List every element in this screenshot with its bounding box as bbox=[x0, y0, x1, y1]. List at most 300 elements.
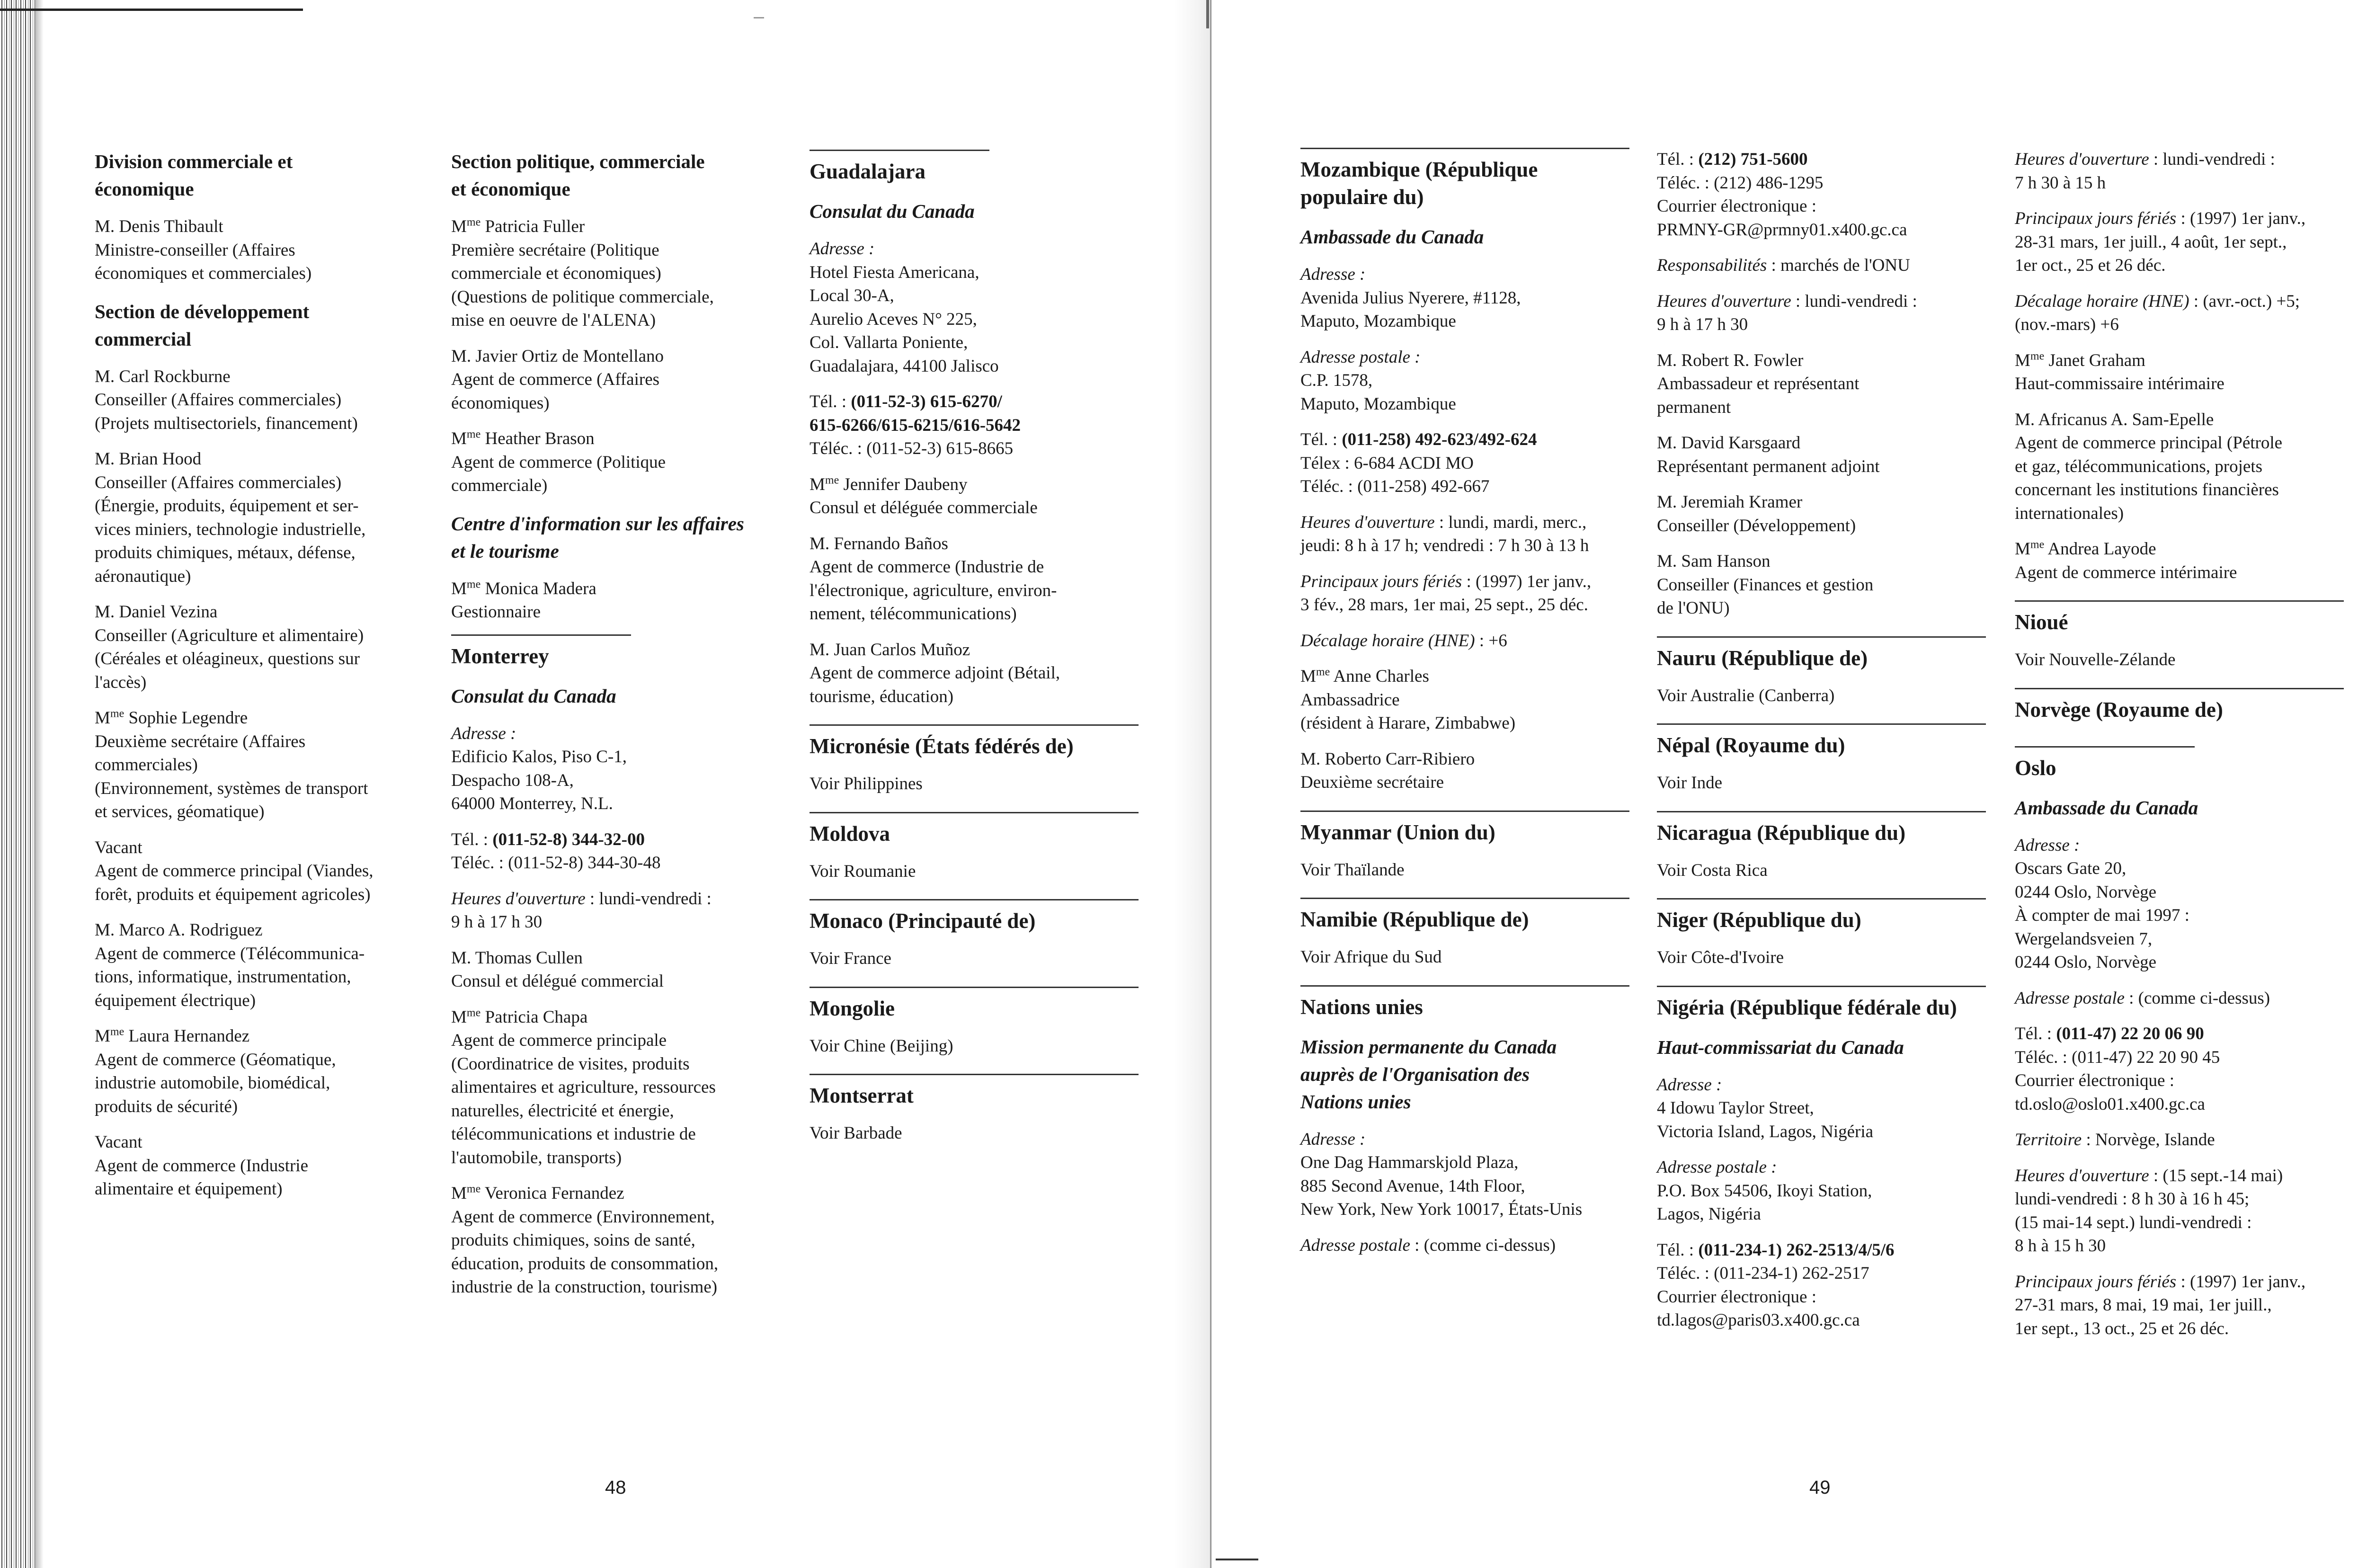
office-heading bbox=[1657, 1033, 1986, 1061]
text-line bbox=[2015, 1093, 2344, 1116]
text-line bbox=[1657, 946, 1986, 970]
text-line bbox=[95, 706, 424, 730]
line-text: Voir Philippines bbox=[810, 774, 923, 793]
office-heading bbox=[1300, 1088, 1629, 1115]
line-text: Agent de commerce adjoint (Bétail, bbox=[810, 663, 1060, 683]
text-line bbox=[95, 541, 424, 565]
line-bold-value: (011-47) 22 20 06 90 bbox=[2056, 1024, 2204, 1043]
spacer bbox=[1300, 933, 1629, 945]
text-line bbox=[1300, 286, 1629, 310]
line-text: : lundi-vendredi : bbox=[585, 889, 712, 909]
left-column-3 bbox=[810, 148, 1139, 1145]
country-heading bbox=[1300, 811, 1629, 846]
line-text: Agent de commerce (Affaires bbox=[451, 370, 660, 389]
line-text: Niger (République du) bbox=[1657, 908, 1861, 932]
text-line bbox=[2015, 231, 2344, 254]
field-label bbox=[1657, 1156, 1986, 1179]
text-line bbox=[1657, 1203, 1986, 1226]
text-line bbox=[1300, 629, 1629, 653]
line-text: Adresse : bbox=[451, 723, 516, 743]
line-italic-label: Heures d'ouverture bbox=[2015, 150, 2149, 169]
spacer bbox=[1657, 241, 1986, 254]
text-line bbox=[1657, 514, 1986, 538]
line-text: équipement électrique) bbox=[95, 990, 256, 1010]
country-heading bbox=[1300, 985, 1629, 1021]
spacer bbox=[2015, 821, 2344, 834]
line-text: Téléc. : (011-234-1) 262-2517 bbox=[1657, 1264, 1869, 1283]
spacer bbox=[1300, 250, 1629, 263]
line-text: Myanmar (Union du) bbox=[1300, 820, 1495, 844]
field-label bbox=[1300, 346, 1629, 369]
line-prefix: M bbox=[451, 217, 467, 236]
line-text: Consul et déléguée commerciale bbox=[810, 498, 1038, 517]
line-superscript: me bbox=[110, 1025, 125, 1038]
text-line bbox=[1300, 392, 1629, 416]
line-text: Mongolie bbox=[810, 996, 895, 1020]
country-heading bbox=[1657, 898, 1986, 934]
line-text: Adresse : bbox=[810, 239, 875, 258]
line-text: Agent de commerce principal (Pétrole bbox=[2015, 433, 2283, 453]
office-heading bbox=[451, 510, 780, 537]
line-text: Adresse : bbox=[1657, 1075, 1722, 1095]
line-text: alimentaires et agriculture, ressources bbox=[451, 1078, 716, 1097]
section-heading bbox=[451, 148, 780, 175]
spacer bbox=[95, 203, 424, 215]
spacer bbox=[95, 1012, 424, 1025]
country-heading bbox=[810, 899, 1139, 935]
text-line bbox=[2015, 372, 2344, 396]
line-text: Adresse : bbox=[1300, 265, 1366, 284]
line-text: vices miniers, technologie industrielle, bbox=[95, 519, 366, 539]
line-superscript: me bbox=[466, 428, 481, 441]
spacer bbox=[2015, 1258, 2344, 1270]
right-page bbox=[1212, 0, 2367, 1568]
line-text: M. Robert R. Fowler bbox=[1657, 350, 1804, 370]
country-heading bbox=[2015, 600, 2344, 636]
field-label bbox=[1657, 1073, 1986, 1097]
text-line bbox=[451, 792, 780, 816]
line-text: Conseiller (Agriculture et alimentaire) bbox=[95, 625, 364, 645]
line-text: M. Marco A. Rodriguez bbox=[95, 920, 263, 940]
line-text: Conseiller (Affaires commerciales) bbox=[95, 390, 342, 410]
spacer bbox=[2015, 1152, 2344, 1164]
spacer bbox=[1657, 1021, 1986, 1033]
text-line bbox=[1300, 665, 1629, 688]
text-line bbox=[2015, 1211, 2344, 1235]
text-line bbox=[1300, 1198, 1629, 1221]
text-line bbox=[451, 970, 780, 993]
text-line bbox=[2015, 408, 2344, 432]
line-text: forêt, produits et équipement agricoles) bbox=[95, 884, 371, 904]
spacer bbox=[2015, 1010, 2344, 1022]
line-text: À compter de mai 1997 : bbox=[2015, 906, 2189, 925]
line-text: Ministre-conseiller (Affaires bbox=[95, 240, 295, 260]
text-line bbox=[2015, 148, 2344, 171]
spacer bbox=[95, 435, 424, 447]
line-text: Adresse postale : bbox=[1657, 1158, 1777, 1177]
line-text: 0244 Oslo, Norvège bbox=[2015, 882, 2157, 902]
line-text: M. Fernando Baños bbox=[810, 534, 948, 553]
line-prefix: M bbox=[451, 429, 467, 448]
line-text: économique bbox=[95, 178, 194, 200]
line-text: populaire du) bbox=[1300, 185, 1424, 209]
line-text: M. Jeremiah Kramer bbox=[1657, 492, 1803, 512]
text-line bbox=[810, 661, 1139, 685]
text-line bbox=[2015, 857, 2344, 881]
line-text: One Dag Hammarskjold Plaza, bbox=[1300, 1153, 1519, 1172]
line-text: produits chimiques, métaux, défense, bbox=[95, 543, 356, 562]
line-prefix: M bbox=[2015, 539, 2030, 559]
office-heading bbox=[451, 682, 780, 710]
field-label bbox=[2015, 834, 2344, 857]
spacer bbox=[1300, 1021, 1629, 1033]
line-text: Agent de commerce (Environnement, bbox=[451, 1207, 715, 1227]
text-line bbox=[95, 730, 424, 754]
line-text: Andrea Layode bbox=[2044, 539, 2156, 559]
line-text: commerciales) bbox=[95, 755, 198, 775]
line-text: Téléc. : (011-52-8) 344-30-48 bbox=[451, 853, 661, 873]
text-line bbox=[1300, 688, 1629, 712]
text-line bbox=[451, 887, 780, 911]
text-line bbox=[2015, 904, 2344, 927]
line-text: Nations unies bbox=[1300, 995, 1423, 1019]
line-text: et le tourisme bbox=[451, 540, 559, 562]
line-text: internationales) bbox=[2015, 503, 2124, 523]
line-text: Téléc. : (011-52-3) 615-8665 bbox=[810, 439, 1014, 458]
line-text: commerciale) bbox=[451, 476, 548, 495]
line-text: PRMNY-GR@prmny01.x400.gc.ca bbox=[1657, 220, 1907, 240]
text-line bbox=[95, 1025, 424, 1048]
text-line bbox=[451, 600, 780, 624]
spacer bbox=[1657, 478, 1986, 490]
line-text: Vacant bbox=[95, 837, 142, 857]
line-prefix: M bbox=[2015, 350, 2030, 370]
spacer bbox=[1300, 617, 1629, 629]
line-text: l'automobile, transports) bbox=[451, 1148, 622, 1167]
spacer bbox=[451, 993, 780, 1006]
line-text: éducation, produits de consommation, bbox=[451, 1254, 719, 1274]
text-line bbox=[95, 859, 424, 883]
text-line bbox=[1300, 945, 1629, 969]
spacer bbox=[1657, 846, 1986, 859]
line-text: Agent de commerce (Télécommunica- bbox=[95, 944, 365, 963]
line-text: Agent de commerce intérimaire bbox=[2015, 562, 2237, 582]
spacer bbox=[1300, 1221, 1629, 1234]
text-line bbox=[1657, 1285, 1986, 1309]
text-line bbox=[1657, 771, 1986, 795]
text-line bbox=[95, 600, 424, 624]
spacer bbox=[2015, 1116, 2344, 1128]
spacer bbox=[1300, 416, 1629, 428]
spacer bbox=[2015, 723, 2344, 736]
line-text: Hotel Fiesta Americana, bbox=[810, 262, 979, 282]
line-text: tions, informatique, instrumentation, bbox=[95, 967, 351, 987]
line-text: : (15 sept.-14 mai) bbox=[2149, 1166, 2283, 1185]
line-text: M. Javier Ortiz de Montellano bbox=[451, 346, 664, 366]
line-superscript: me bbox=[2030, 350, 2045, 363]
country-heading bbox=[1300, 898, 1629, 933]
text-line bbox=[2015, 1128, 2344, 1152]
text-line bbox=[451, 285, 780, 309]
text-line bbox=[2015, 171, 2344, 195]
text-line bbox=[1300, 570, 1629, 594]
text-line bbox=[451, 427, 780, 451]
line-text: Montserrat bbox=[810, 1084, 914, 1107]
text-line bbox=[451, 910, 780, 934]
spine-line bbox=[1210, 0, 1211, 1568]
text-line bbox=[1657, 218, 1986, 242]
line-text: Première secrétaire (Politique bbox=[451, 240, 659, 260]
line-text: Népal (Royaume du) bbox=[1657, 733, 1845, 757]
text-line bbox=[1300, 748, 1629, 771]
line-text: produits de sécurité) bbox=[95, 1096, 238, 1116]
line-text: C.P. 1578, bbox=[1300, 371, 1373, 390]
country-heading bbox=[810, 1074, 1139, 1109]
line-superscript: me bbox=[825, 474, 839, 487]
line-text: commerciale et économiques) bbox=[451, 264, 661, 283]
text-line bbox=[810, 1122, 1139, 1145]
text-line bbox=[2015, 349, 2344, 373]
text-line bbox=[810, 602, 1139, 626]
line-text: : +6 bbox=[1475, 631, 1507, 650]
text-line bbox=[1657, 290, 1986, 313]
line-superscript: me bbox=[466, 578, 481, 591]
text-line bbox=[2015, 1187, 2344, 1211]
line-text: Jennifer Daubeny bbox=[839, 474, 968, 494]
line-text: M. Carl Rockburne bbox=[95, 366, 231, 386]
line-text: Anne Charles bbox=[1330, 667, 1429, 686]
country-heading bbox=[1657, 636, 1986, 672]
line-text: auprès de l'Organisation des bbox=[1300, 1063, 1530, 1085]
text-line bbox=[95, 671, 424, 695]
line-text: Téléc. : (212) 486-1295 bbox=[1657, 173, 1824, 193]
country-heading bbox=[1657, 723, 1986, 759]
line-text: Division commerciale et bbox=[95, 151, 293, 172]
line-text: Patricia Chapa bbox=[481, 1007, 588, 1027]
section-heading bbox=[95, 298, 424, 325]
text-line bbox=[1657, 455, 1986, 479]
line-text: de l'ONU) bbox=[1657, 598, 1730, 618]
line-text: : (1997) 1er janv., bbox=[1462, 571, 1592, 591]
spacer bbox=[1657, 759, 1986, 771]
line-text: Consulat du Canada bbox=[451, 685, 616, 707]
line-text: M. Thomas Cullen bbox=[451, 948, 583, 968]
line-text: Représentant permanent adjoint bbox=[1657, 456, 1880, 476]
text-line bbox=[810, 555, 1139, 579]
line-italic-label: Décalage horaire (HNE) bbox=[1300, 631, 1475, 650]
line-text: lundi-vendredi : 8 h 30 à 16 h 45; bbox=[2015, 1189, 2250, 1209]
line-text: Voir Afrique du Sud bbox=[1300, 947, 1442, 967]
text-line bbox=[1300, 369, 1629, 392]
line-text: produits chimiques, soins de santé, bbox=[451, 1230, 695, 1250]
section-heading bbox=[451, 175, 780, 203]
field-label bbox=[1300, 263, 1629, 286]
line-text: Oslo bbox=[2015, 756, 2056, 780]
country-heading bbox=[810, 150, 989, 185]
line-text: M. Daniel Vezina bbox=[95, 602, 218, 622]
line-prefix: Tél. : bbox=[1657, 1240, 1699, 1260]
line-text: 9 h à 17 h 30 bbox=[451, 912, 543, 932]
text-line bbox=[451, 1029, 780, 1052]
text-line bbox=[810, 638, 1139, 662]
line-text: (résident à Harare, Zimbabwe) bbox=[1300, 713, 1516, 733]
text-line bbox=[95, 624, 424, 648]
line-text: télécommunications et industrie de bbox=[451, 1124, 696, 1144]
line-text: Moldova bbox=[810, 821, 890, 846]
text-line bbox=[810, 772, 1139, 796]
text-line bbox=[451, 577, 780, 601]
text-line bbox=[2015, 207, 2344, 231]
text-line bbox=[95, 1048, 424, 1072]
line-text: (nov.-mars) +6 bbox=[2015, 315, 2119, 334]
text-line bbox=[1657, 597, 1986, 620]
text-line bbox=[1657, 1179, 1986, 1203]
line-text: Victoria Island, Lagos, Nigéria bbox=[1657, 1122, 1874, 1141]
line-bold-value: (011-52-8) 344-32-00 bbox=[492, 829, 645, 849]
line-text: td.oslo@oslo01.x400.gc.ca bbox=[2015, 1094, 2205, 1114]
text-line bbox=[451, 828, 780, 852]
line-text: (15 mai-14 sept.) lundi-vendredi : bbox=[2015, 1212, 2252, 1232]
line-text: 28-31 mars, 1er juill., 4 août, 1er sept., bbox=[2015, 232, 2287, 252]
line-text: Janet Graham bbox=[2044, 350, 2145, 370]
country-heading bbox=[1657, 986, 1986, 1021]
line-text: Monica Madera bbox=[481, 579, 596, 598]
country-heading bbox=[2015, 746, 2195, 782]
country-heading bbox=[1300, 183, 1629, 211]
text-line bbox=[95, 1095, 424, 1119]
line-text: 8 h à 15 h 30 bbox=[2015, 1236, 2106, 1256]
spacer bbox=[2015, 277, 2344, 290]
spacer bbox=[451, 875, 780, 887]
text-line bbox=[451, 851, 780, 875]
text-line bbox=[1657, 684, 1986, 708]
line-prefix: M bbox=[451, 1184, 467, 1203]
section-heading bbox=[95, 148, 424, 175]
text-line bbox=[451, 1146, 780, 1170]
line-text: Haut-commissariat du Canada bbox=[1657, 1036, 1904, 1058]
text-line bbox=[1300, 452, 1629, 475]
spacer bbox=[1657, 337, 1986, 349]
line-text: : marchés de l'ONU bbox=[1767, 256, 1910, 275]
line-text: Nicaragua (République du) bbox=[1657, 820, 1906, 845]
text-line bbox=[1657, 573, 1986, 597]
spacer bbox=[810, 185, 1139, 197]
line-text: Voir Costa Rica bbox=[1657, 860, 1768, 880]
line-text: industrie automobile, biomédical, bbox=[95, 1073, 330, 1093]
line-text: Vacant bbox=[95, 1132, 142, 1152]
line-text: Laura Hernandez bbox=[124, 1026, 250, 1046]
text-line bbox=[2015, 254, 2344, 277]
line-italic-label: Principaux jours fériés bbox=[2015, 1272, 2177, 1292]
spacer bbox=[810, 935, 1139, 947]
spacer bbox=[2015, 525, 2344, 537]
line-text: Guadalajara bbox=[810, 160, 926, 183]
line-text: Voir Thaïlande bbox=[1300, 860, 1405, 880]
text-line bbox=[1300, 1175, 1629, 1198]
spacer bbox=[451, 1169, 780, 1182]
line-bold-value: (011-258) 492-623/492-624 bbox=[1342, 430, 1537, 449]
section-heading bbox=[95, 325, 424, 353]
line-text: nement, télécommunications) bbox=[810, 604, 1017, 624]
line-text: (Céréales et oléagineux, questions sur bbox=[95, 649, 360, 668]
line-text: Edificio Kalos, Piso C-1, bbox=[451, 747, 627, 766]
line-bold-value: (011-52-3) 615-6270/ bbox=[851, 392, 1002, 411]
text-line bbox=[1657, 1120, 1986, 1144]
spacer bbox=[1657, 672, 1986, 684]
text-line bbox=[1300, 712, 1629, 735]
text-line bbox=[95, 447, 424, 471]
spacer bbox=[1300, 1115, 1629, 1128]
line-text: Micronésie (États fédérés de) bbox=[810, 734, 1074, 758]
text-line bbox=[2015, 478, 2344, 502]
line-text: Adresse : bbox=[1300, 1129, 1366, 1149]
line-text: M. Juan Carlos Muñoz bbox=[810, 640, 970, 659]
line-prefix: M bbox=[451, 1007, 467, 1027]
spacer bbox=[810, 626, 1139, 638]
text-line bbox=[1657, 195, 1986, 218]
spacer bbox=[1300, 652, 1629, 665]
page-number-right: 49 bbox=[1809, 1477, 1831, 1498]
line-text: 1er oct., 25 et 26 déc. bbox=[2015, 256, 2166, 275]
line-text: Mission permanente du Canada bbox=[1300, 1035, 1557, 1058]
text-line bbox=[1300, 310, 1629, 333]
line-text: Haut-commissaire intérimaire bbox=[2015, 374, 2225, 393]
text-line bbox=[810, 860, 1139, 883]
text-line bbox=[1300, 534, 1629, 558]
text-line bbox=[95, 262, 424, 285]
text-line bbox=[2015, 1046, 2344, 1069]
line-italic-label: Adresse postale bbox=[1300, 1235, 1410, 1255]
line-text: Consulat du Canada bbox=[810, 200, 975, 222]
text-line bbox=[95, 1154, 424, 1178]
spacer bbox=[810, 1022, 1139, 1034]
line-text: M. Roberto Carr-Ribiero bbox=[1300, 749, 1475, 769]
text-line bbox=[2015, 537, 2344, 561]
text-line bbox=[451, 262, 780, 285]
line-text: : (comme ci-dessus) bbox=[2124, 988, 2270, 1008]
spacer bbox=[451, 332, 780, 345]
line-italic-label: Responsabilités bbox=[1657, 256, 1767, 275]
text-line bbox=[1300, 428, 1629, 452]
line-text: Avenida Julius Nyerere, #1128, bbox=[1300, 288, 1521, 308]
right-column-1 bbox=[1300, 148, 1629, 1257]
text-line bbox=[451, 1076, 780, 1099]
line-italic-label: Heures d'ouverture bbox=[451, 889, 586, 909]
text-line bbox=[2015, 1022, 2344, 1046]
spacer bbox=[95, 906, 424, 918]
text-line bbox=[810, 355, 1139, 378]
office-heading bbox=[451, 537, 780, 565]
text-line bbox=[1300, 771, 1629, 794]
line-italic-label: Adresse postale bbox=[2015, 988, 2125, 1008]
line-text: Guadalajara, 44100 Jalisco bbox=[810, 356, 999, 376]
line-text: Agent de commerce (Industrie bbox=[95, 1156, 309, 1176]
text-line bbox=[1300, 1234, 1629, 1257]
text-line bbox=[2015, 1069, 2344, 1093]
text-line bbox=[1657, 372, 1986, 396]
spacer bbox=[1300, 499, 1629, 511]
spacer bbox=[451, 710, 780, 722]
spacer bbox=[810, 1109, 1139, 1122]
text-line bbox=[810, 685, 1139, 709]
line-text: Deuxième secrétaire (Affaires bbox=[95, 731, 306, 751]
text-line bbox=[451, 1052, 780, 1076]
line-text: (Questions de politique commerciale, bbox=[451, 287, 714, 307]
line-text: mise en oeuvre de l'ALENA) bbox=[451, 311, 656, 330]
spacer bbox=[2015, 195, 2344, 207]
country-heading bbox=[1300, 148, 1629, 183]
spacer bbox=[451, 934, 780, 946]
